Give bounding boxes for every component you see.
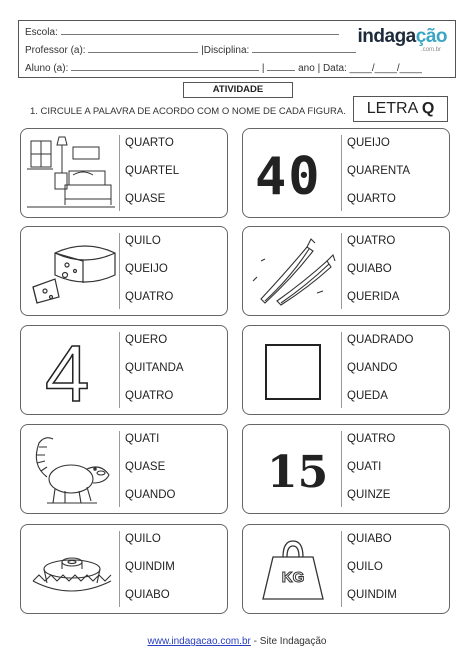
page-footer: [0, 636, 474, 647]
figure-card-quindim: [20, 524, 228, 614]
figure-card-bedroom: [20, 128, 228, 218]
student-info-header: [18, 20, 456, 78]
letter-highlight: Q: [421, 100, 435, 117]
school-label: Escola:: [25, 27, 58, 38]
instruction-text: 1. CIRCULE A PALAVRA DE ACORDO COM O NOME DE CADA FIGURA.: [30, 106, 346, 117]
coati-icon: [25, 429, 117, 511]
word-option[interactable]: QUATI: [347, 461, 382, 473]
word-option[interactable]: QUATRO: [125, 390, 174, 402]
figure-card-number-4: [20, 325, 228, 418]
word-options: [125, 332, 184, 416]
word-option[interactable]: QUARTEL: [125, 165, 180, 177]
weight-icon: [247, 529, 339, 611]
word-options: [347, 531, 397, 615]
number-4-figure: [25, 329, 117, 418]
letter-prefix: LETRA: [366, 100, 418, 117]
word-option[interactable]: QUATRO: [347, 235, 396, 247]
subject-field[interactable]: [252, 44, 356, 53]
word-option[interactable]: QUILO: [125, 235, 161, 247]
logo-subtext: .com.br: [420, 47, 441, 53]
teacher-field[interactable]: [88, 44, 198, 53]
word-option[interactable]: QUASE: [125, 461, 166, 473]
word-option[interactable]: QUARTO: [125, 137, 174, 149]
figure-card-coati: [20, 424, 228, 514]
weight-label: KG: [281, 569, 305, 586]
okra-icon: [247, 231, 339, 313]
word-option[interactable]: QUASE: [125, 193, 166, 205]
letter-box: [353, 96, 448, 122]
word-option[interactable]: QUILO: [125, 533, 161, 545]
teacher-label: Professor (a):: [25, 45, 86, 56]
school-field[interactable]: [61, 26, 339, 35]
logo-main-text: indaga: [357, 26, 416, 47]
word-options: [347, 233, 399, 317]
figure-number-text: 15: [267, 447, 329, 498]
figure-card-weight: [242, 524, 450, 614]
figure-number-text: 4: [45, 329, 90, 418]
word-option[interactable]: QUARENTA: [347, 165, 411, 177]
word-option[interactable]: QUINDIM: [347, 589, 397, 601]
site-link[interactable]: www.indagacao.com.br: [147, 636, 251, 647]
word-option[interactable]: QUIABO: [125, 589, 170, 601]
bedroom-icon: [25, 133, 117, 215]
word-option[interactable]: QUITANDA: [125, 362, 184, 374]
word-options: [125, 233, 173, 317]
word-option[interactable]: QUINDIM: [125, 561, 175, 573]
figure-card-square: [242, 325, 450, 415]
square-icon: [247, 330, 339, 412]
word-options: [347, 431, 395, 515]
word-option[interactable]: QUANDO: [125, 489, 176, 501]
word-option[interactable]: QUIABO: [347, 263, 392, 275]
cheese-icon: [25, 231, 117, 313]
number-40-figure: [247, 133, 339, 215]
activity-title: ATIVIDADE: [183, 82, 293, 98]
year-field[interactable]: [267, 62, 295, 71]
word-option[interactable]: QUILO: [347, 561, 383, 573]
number-15-figure: [247, 429, 339, 511]
year-label: ano: [298, 63, 315, 74]
figure-card-number-15: [242, 424, 450, 514]
word-option[interactable]: QUEDA: [347, 390, 388, 402]
site-logo: [358, 26, 447, 48]
word-option[interactable]: QUARTO: [347, 193, 396, 205]
word-options: [125, 531, 175, 615]
word-option[interactable]: QUADRADO: [347, 334, 414, 346]
word-option[interactable]: QUANDO: [347, 362, 398, 374]
logo-accent-text: ção: [415, 26, 447, 47]
teacher-line: [25, 44, 356, 56]
word-option[interactable]: QUERIDA: [347, 291, 400, 303]
word-option[interactable]: QUATI: [125, 433, 160, 445]
figure-card-okra: [242, 226, 450, 316]
date-label: | Data:: [317, 63, 347, 74]
word-options: [347, 135, 410, 219]
word-option[interactable]: QUATRO: [125, 291, 174, 303]
word-option[interactable]: QUERO: [125, 334, 168, 346]
student-label: Aluno (a):: [25, 63, 69, 74]
quindim-icon: [25, 529, 117, 611]
figure-card-cheese: [20, 226, 228, 316]
subject-label: |Disciplina:: [201, 45, 250, 56]
figure-card-number-40: [242, 128, 450, 218]
word-option[interactable]: QUIABO: [347, 533, 392, 545]
student-line: Aluno (a): | ano | Data: ____/____/____: [25, 63, 422, 74]
word-options: [125, 431, 175, 515]
word-option[interactable]: QUEIJO: [347, 137, 390, 149]
figure-number-text: 40: [255, 147, 322, 207]
word-option[interactable]: QUATRO: [347, 433, 396, 445]
date-field[interactable]: ____/____/____: [349, 63, 422, 74]
word-option[interactable]: QUINZE: [347, 489, 391, 501]
word-options: [347, 332, 413, 416]
student-field[interactable]: [71, 62, 259, 71]
word-options: [125, 135, 179, 219]
word-option[interactable]: QUEIJO: [125, 263, 168, 275]
school-line: [25, 26, 339, 38]
footer-text: - Site Indagação: [250, 636, 327, 647]
